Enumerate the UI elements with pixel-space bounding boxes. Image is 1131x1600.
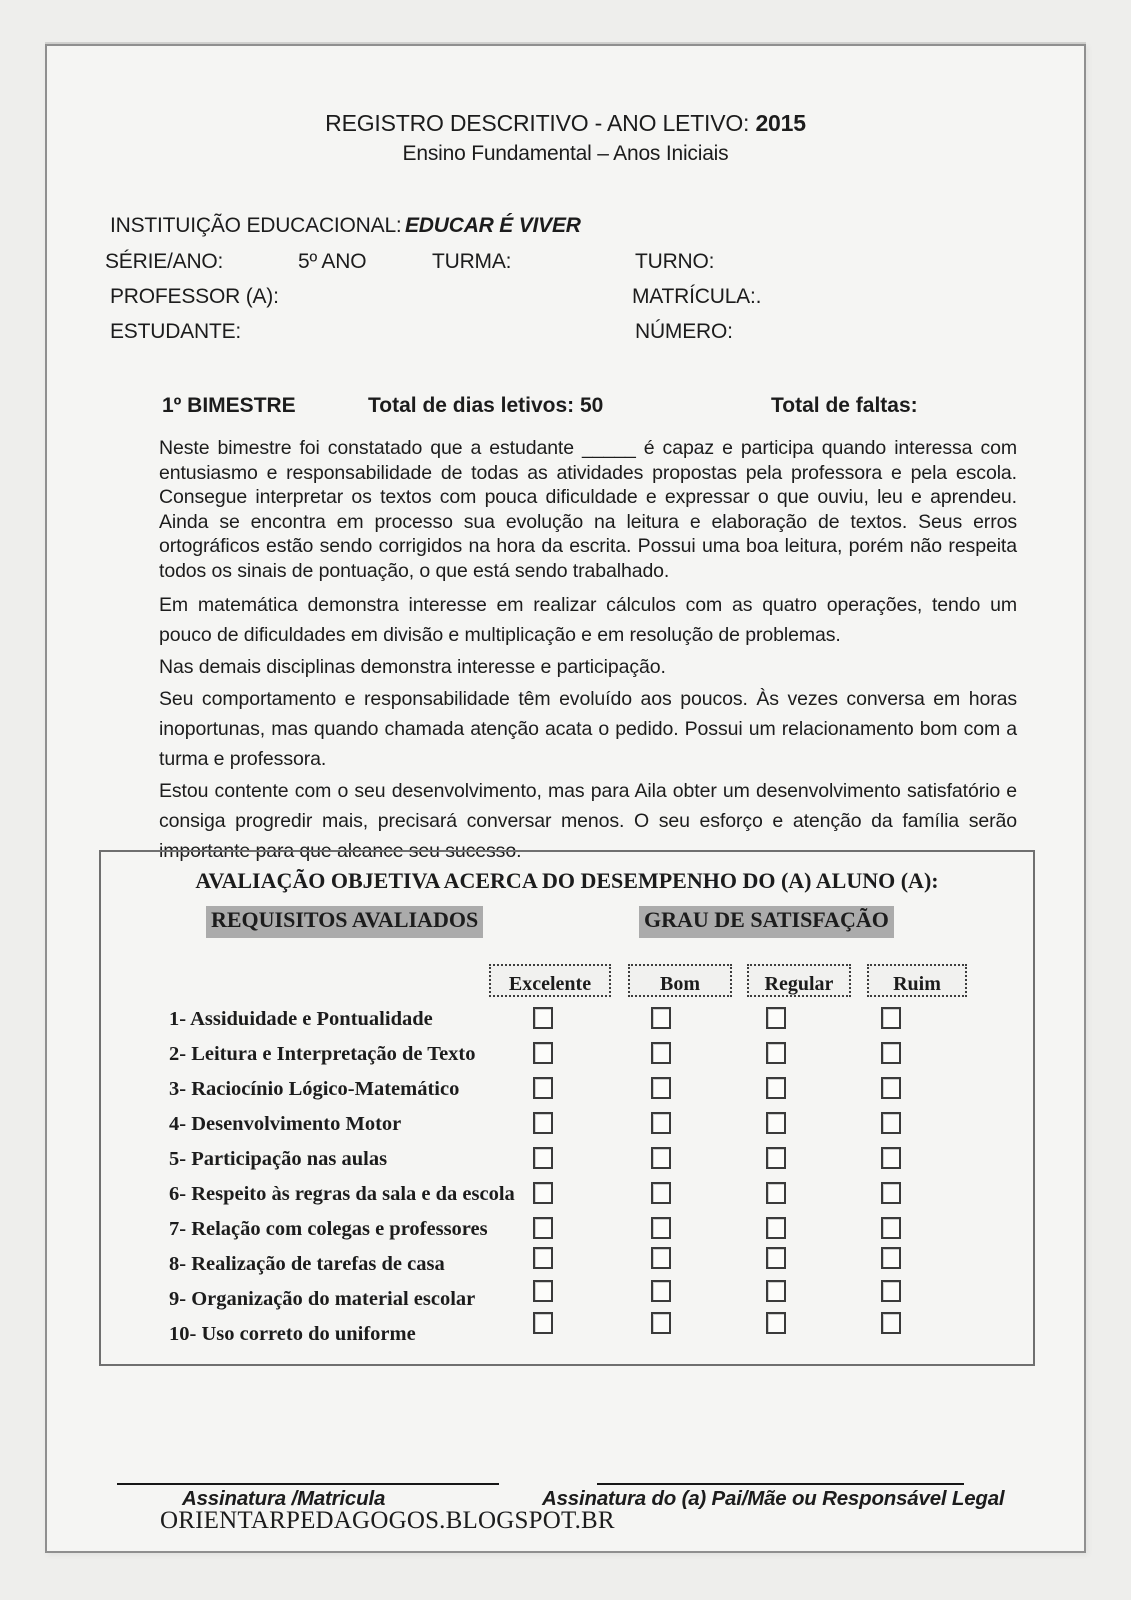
requirement-label: 9- Organização do material escolar (169, 1288, 476, 1310)
bimester-title: 1º BIMESTRE (162, 394, 296, 417)
number-label: NÚMERO: (635, 320, 733, 343)
institution-label: INSTITUIÇÃO EDUCACIONAL: (110, 214, 402, 237)
satisfaction-header: GRAU DE SATISFAÇÃO (639, 906, 894, 938)
checkbox-ruim[interactable] (881, 1247, 901, 1269)
checkbox-excelente[interactable] (533, 1077, 553, 1099)
report-paragraph: Em matemática demonstra interesse em realizar cálculos com as quatro operações, tendo um pouco de dificuldades em divisão e multiplicação e em resolução de problemas. (159, 594, 1017, 646)
checkbox-ruim[interactable] (881, 1007, 901, 1029)
checkbox-ruim[interactable] (881, 1147, 901, 1169)
table-row (101, 1074, 1033, 1109)
title-text: REGISTRO DESCRITIVO - ANO LETIVO: (325, 110, 756, 136)
checkbox-bom[interactable] (651, 1042, 671, 1064)
checkbox-bom[interactable] (651, 1077, 671, 1099)
page-subtitle: Ensino Fundamental – Anos Iniciais (402, 142, 729, 165)
row-teacher (47, 285, 1084, 313)
table-row (101, 1179, 1033, 1214)
document-header (47, 110, 1084, 166)
page-title (47, 110, 1084, 137)
checkbox-regular[interactable] (766, 1147, 786, 1169)
requirement-label: 7- Relação com colegas e professores (169, 1218, 488, 1240)
registration-label: MATRÍCULA:. (632, 285, 762, 308)
requirement-label: 5- Participação nas aulas (169, 1148, 388, 1170)
checkbox-bom[interactable] (651, 1007, 671, 1029)
student-label: ESTUDANTE: (110, 320, 242, 343)
checkbox-excelente[interactable] (533, 1007, 553, 1029)
checkbox-excelente[interactable] (533, 1217, 553, 1239)
checkbox-excelente[interactable] (533, 1312, 553, 1334)
table-row (101, 1039, 1033, 1074)
report-paragraph: Nas demais disciplinas demonstra interesse e participação. (159, 656, 666, 678)
grade-header-excelente: Excelente (489, 964, 611, 997)
document-page (45, 44, 1086, 1553)
requirement-label: 1- Assiduidade e Pontualidade (169, 1008, 433, 1030)
requirement-label: 10- Uso correto do uniforme (169, 1323, 416, 1345)
table-row (101, 1109, 1033, 1144)
requirement-label: 8- Realização de tarefas de casa (169, 1253, 445, 1275)
checkbox-excelente[interactable] (533, 1147, 553, 1169)
title-year: 2015 (755, 110, 806, 136)
checkbox-ruim[interactable] (881, 1077, 901, 1099)
checkbox-regular[interactable] (766, 1007, 786, 1029)
checkbox-ruim[interactable] (881, 1112, 901, 1134)
requirement-label: 6- Respeito às regras da sala e da escola (169, 1183, 515, 1205)
checkbox-ruim[interactable] (881, 1217, 901, 1239)
descriptive-report (159, 436, 1017, 868)
checkbox-regular[interactable] (766, 1077, 786, 1099)
evaluation-table (99, 850, 1035, 1366)
school-days-label: Total de dias letivos: 50 (368, 394, 604, 417)
grade-label: SÉRIE/ANO: (105, 250, 224, 273)
checkbox-regular[interactable] (766, 1217, 786, 1239)
row-institution (47, 214, 1084, 242)
checkbox-bom[interactable] (651, 1280, 671, 1302)
requirement-label: 3- Raciocínio Lógico-Matemático (169, 1078, 460, 1100)
signature-label-left: Assinatura /Matricula (182, 1487, 386, 1510)
checkbox-regular[interactable] (766, 1312, 786, 1334)
checkbox-regular[interactable] (766, 1112, 786, 1134)
grade-header-regular: Regular (747, 964, 851, 997)
checkbox-ruim[interactable] (881, 1182, 901, 1204)
checkbox-regular[interactable] (766, 1280, 786, 1302)
report-paragraph: Neste bimestre foi constatado que a estudante _____ é capaz e participa quando interessa com entusiasmo e responsabilidade de todas as atividades propostas pela professora e pela escola. Consegue interpretar os textos com pouca dificuldade e expressar o que ouviu, leu e aprendeu. Ainda se encontra em processo sua evolução na leitura e elaboração de textos. Seus erros ortográficos estão sendo corrigidos na hora da escrita. Possui uma boa leitura, porém não respeita todos os sinais de pontuação, o que está sendo trabalhado. (159, 437, 1017, 582)
absences-label: Total de faltas: (771, 394, 918, 417)
table-row (101, 1249, 1033, 1284)
grade-value: 5º ANO (298, 250, 367, 273)
class-label: TURMA: (432, 250, 512, 273)
signature-line-left (117, 1483, 499, 1485)
checkbox-ruim[interactable] (881, 1042, 901, 1064)
signature-line-right (597, 1483, 964, 1485)
table-row (101, 1319, 1033, 1354)
grade-header-ruim: Ruim (867, 964, 967, 997)
requirements-header: REQUISITOS AVALIADOS (206, 906, 483, 938)
checkbox-excelente[interactable] (533, 1112, 553, 1134)
checkbox-bom[interactable] (651, 1312, 671, 1334)
institution-value: EDUCAR É VIVER (405, 214, 581, 237)
checkbox-bom[interactable] (651, 1247, 671, 1269)
checkbox-bom[interactable] (651, 1112, 671, 1134)
blog-url: ORIENTARPEDAGOGOS.BLOGSPOT.BR (160, 1507, 615, 1534)
checkbox-regular[interactable] (766, 1042, 786, 1064)
table-row (101, 1144, 1033, 1179)
row-grade (47, 250, 1084, 278)
teacher-label: PROFESSOR (A): (110, 285, 279, 308)
checkbox-excelente[interactable] (533, 1182, 553, 1204)
checkbox-ruim[interactable] (881, 1280, 901, 1302)
signature-label-right: Assinatura do (a) Pai/Mãe ou Responsável Legal (542, 1487, 1005, 1510)
checkbox-regular[interactable] (766, 1182, 786, 1204)
checkbox-bom[interactable] (651, 1217, 671, 1239)
checkbox-bom[interactable] (651, 1147, 671, 1169)
grade-header-bom: Bom (628, 964, 732, 997)
requirement-label: 4- Desenvolvimento Motor (169, 1113, 402, 1135)
table-row (101, 1214, 1033, 1249)
report-paragraph: Estou contente com o seu desenvolvimento, mas para Aila obter um desenvolvimento satisfatório e consiga progredir mais, precisará conversar menos. O seu esforço e atenção da família serão importante para que alcance seu sucesso. (159, 780, 1017, 862)
checkbox-bom[interactable] (651, 1182, 671, 1204)
checkbox-excelente[interactable] (533, 1280, 553, 1302)
checkbox-excelente[interactable] (533, 1247, 553, 1269)
requirement-label: 2- Leitura e Interpretação de Texto (169, 1043, 476, 1065)
shift-label: TURNO: (635, 250, 715, 273)
checkbox-excelente[interactable] (533, 1042, 553, 1064)
report-paragraph: Seu comportamento e responsabilidade têm evoluído aos poucos. Às vezes conversa em horas inoportunas, mas quando chamada atenção acata o pedido. Possui um relacionamento bom com a turma e professora. (159, 688, 1017, 770)
row-student (47, 320, 1084, 348)
checkbox-regular[interactable] (766, 1247, 786, 1269)
checkbox-ruim[interactable] (881, 1312, 901, 1334)
evaluation-title: AVALIAÇÃO OBJETIVA ACERCA DO DESEMPENHO DO (A) ALUNO (A): (195, 868, 939, 893)
table-row (101, 1004, 1033, 1039)
